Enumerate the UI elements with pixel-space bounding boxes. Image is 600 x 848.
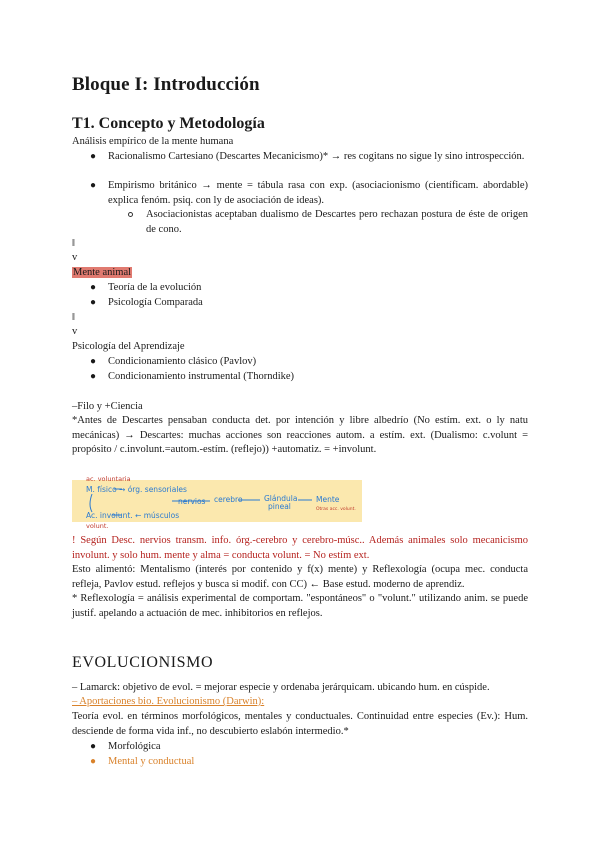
diagram-cerebro: cerebro bbox=[214, 495, 243, 504]
bullet-icon: ● bbox=[90, 180, 97, 191]
bullet-morfologica: Morfológica bbox=[108, 741, 161, 752]
segun-descartes-paragraph: ! Según Desc. nervios transm. info. órg.-cerebro y cerebro-músc.. Además animales solo mecanicismo involunt. y solo hum. mente y alma = conducta volunt. = No estím ext. bbox=[72, 535, 528, 561]
aportaciones-link[interactable]: – Aportaciones bio. Evolucionismo (Darwin): bbox=[72, 696, 265, 707]
sub-bullet-icon bbox=[128, 212, 133, 217]
flow-symbol-3: ‖ bbox=[72, 312, 75, 323]
teoria-evol-paragraph: Teoría evol. en términos morfológicos, mentales y conductuales. Continuidad entre especies (Ev.): Hum. desciende de forma vida inf., no descubierto eslabón intermedio.* bbox=[72, 711, 528, 737]
bullet-empirismo: Empirismo británico → mente = tábula rasa con exp. (asociacionismo (científicam. abordable) explica fenóm. psiq. con ly de asociación de ideas). bbox=[108, 180, 528, 206]
topic-title: T1. Concepto y Metodología bbox=[72, 115, 265, 132]
evolucionismo-title: EVOLUCIONISMO bbox=[72, 654, 214, 671]
bullet-icon: ● bbox=[90, 151, 97, 162]
filo-ciencia: –Filo y +Ciencia bbox=[72, 401, 143, 412]
lamarck-line: – Lamarck: objetivo de evol. = mejorar especie y ordenaba jerárquicam. ubicando hum. en cúspide. bbox=[72, 682, 490, 693]
bullet-icon: ● bbox=[90, 282, 97, 293]
diagram-pineal: pineal bbox=[268, 502, 291, 511]
bullet-teoria-evolucion: Teoría de la evolución bbox=[108, 282, 202, 293]
aprendizaje-heading: Psicología del Aprendizaje bbox=[72, 341, 185, 352]
diagram-ac-involunt: Ac. involunt. ← músculos bbox=[86, 511, 180, 520]
diagram-label-bottom: volunt. bbox=[86, 522, 109, 530]
bullet-condicionamiento-instrumental: Condicionamiento instrumental (Thorndike) bbox=[108, 371, 295, 382]
bullet-asociacionistas: Asociacionistas aceptaban dualismo de Descartes pero rechazan postura de éste de origen de cono. bbox=[146, 209, 528, 235]
bullet-condicionamiento-clasico: Condicionamiento clásico (Pavlov) bbox=[108, 356, 257, 367]
reflexologia-paragraph: * Reflexología = análisis experimental de comportam. "espontáneos" o "volunt." utilizando anim. se puede justif. apelando a actuación de mec. inhibitorios en reflejos. bbox=[72, 593, 528, 619]
diagram-mente: Mente bbox=[316, 495, 340, 504]
intro-line: Análisis empírico de la mente humana bbox=[72, 136, 234, 147]
diagram-glandula: Glándula bbox=[264, 494, 298, 503]
mente-animal-heading: Mente animal bbox=[73, 267, 132, 278]
bullet-icon: ● bbox=[90, 297, 97, 308]
handwritten-diagram bbox=[72, 472, 362, 530]
bullet-icon: ● bbox=[90, 741, 97, 752]
flow-symbol-4: v bbox=[72, 326, 78, 337]
diagram-nervios: nervios bbox=[178, 497, 206, 506]
esto-alimento-paragraph: Esto alimentó: Mentalismo (interés por contenido y f(x) mente) y Reflexología (ocupa mec. conducta refleja, Pavlov estud. reflejos y busca si modif. con CC) ← Base estud. moderno de aprendiz. bbox=[72, 564, 528, 590]
block-title: Bloque I: Introducción bbox=[72, 74, 260, 95]
bullet-icon: ● bbox=[90, 756, 97, 767]
diagram-m-fisico: M. físico → órg. sensoriales bbox=[86, 485, 187, 494]
bullet-racionalismo: Racionalismo Cartesiano (Descartes Mecanicismo)* → res cogitans no sigue ly sino introspección. bbox=[108, 151, 525, 162]
bullet-mental-conductual: Mental y conductual bbox=[108, 756, 195, 767]
flow-symbol-1: ‖ bbox=[72, 238, 75, 249]
antes-descartes-paragraph: *Antes de Descartes pensaban conducta det. por intención y libre albedrío (No estím. ext. o ly natu mecánicas) → Descartes: muchas acciones son reacciones autom. a estím. ext. (Dualismo: c.volunt = propósito / c.involunt.=autom.-estím. (reflejo)) +automatiz. = +involunt. bbox=[72, 415, 528, 455]
bullet-icon: ● bbox=[90, 371, 97, 382]
diagram-mente-note: Otras acc. volunt. bbox=[316, 507, 356, 512]
diagram-label-top: ac. voluntaria bbox=[86, 475, 131, 483]
bullet-psicologia-comparada: Psicología Comparada bbox=[108, 297, 203, 308]
flow-symbol-2: v bbox=[72, 252, 78, 263]
bullet-icon: ● bbox=[90, 356, 97, 367]
